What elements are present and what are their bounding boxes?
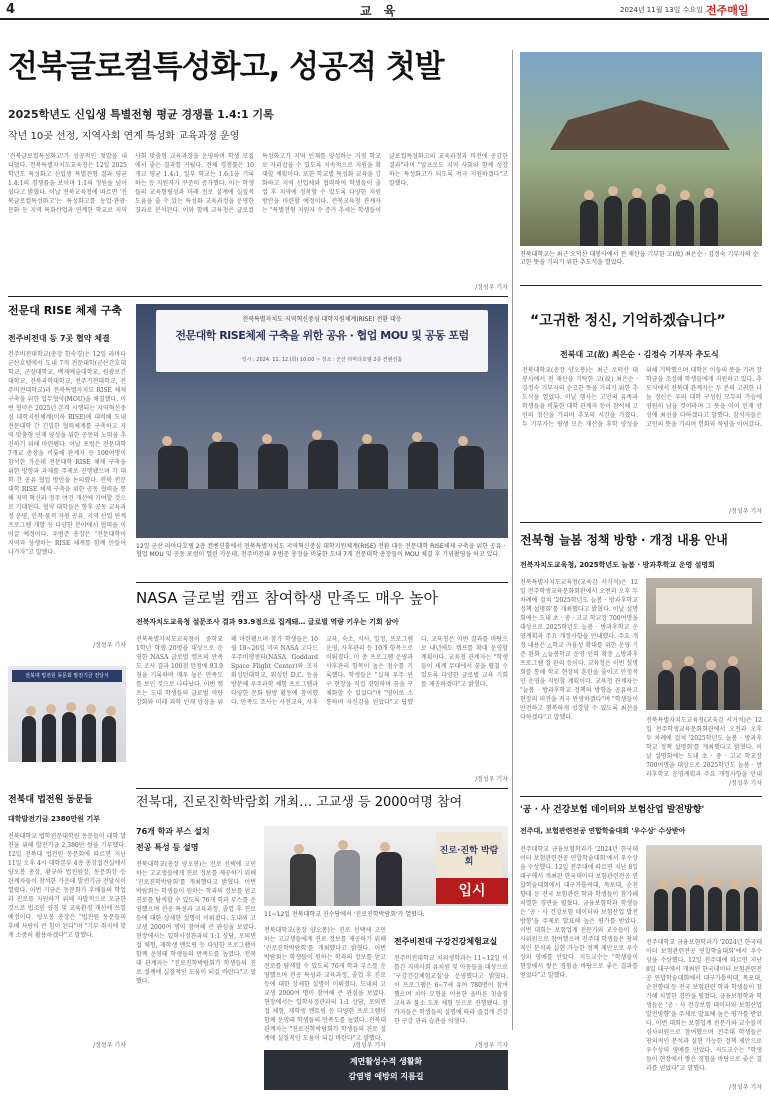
section-rule xyxy=(136,582,508,583)
person-figure xyxy=(672,887,686,931)
person-figure xyxy=(690,885,704,931)
care-body: 전북특별자치도교육청(교육감 서거석)은 12일 전주학생교육문화회관에서 오전과 오후 두 차례에 걸쳐 '2025학년도 늘봄 · 방과후학교 정책 설명회'를 개최했다고 밝혔다. 이날 설명회에는 도내 초 · 중 · 고교 학교장 700여명을 대상으로 2025학년도 늘봄 · 방과후학교 운영계획과 주요 개정사항을 안내했다. 주요 개정 내용은 △학교 자율성 확대를 위한 운영 기준 완화 △늘봄학교 운영 인력 확충 △방과후 프로그램 질 관리 등이다. 교육청은 이번 설명회를 통해 학교 현장의 혼란을 줄이고 안정적인 운영을 지원할 계획이다. 교육청 관계자는 "늘봄 · 방과후학교 정책의 방향을 공유하고 현장의 의견을 적극 반영하겠다"며 "학생들이 안전하고 행복하게 성장할 수 있도록 최선을 다하겠다"고 말했다. xyxy=(520,579,638,721)
person-figure xyxy=(22,716,36,762)
person-figure xyxy=(62,712,76,762)
person-figure xyxy=(604,196,622,246)
data-body-cont: 전주대학교 금융보험학과가 '2024년 한국데이터 보험관련전공 연합학술대회'에서 우수상을 수상했다. 12일 전주대에 따르면 지난 8일 대구에서 개최된 한국데이터 보험관련전공 연합학술대회에서 대구가톨릭대, 목포대, 순천향대 등 전국 보험관련 학과 학생들이 참가해 치열한 경연을 펼쳤다. 금융보험학과 학생들은 '공 · 사 건강보험 데이터와 보험산업 발전방향'을 주제로 발표해 높은 평가를 받았다. 이번 대회는 보험업계 전문가와 교수들이 심사위원으로 참여했으며 전주대 학생들은 창의적인 분석과 실현 가능한 정책 제안으로 우수상의 영예를 안았다. 지도교수는 "학생들이 현장에서 쌓은 경험을 바탕으로 좋은 결과를 얻었다"고 말했다. xyxy=(646,939,762,1072)
temple-roof xyxy=(550,100,730,150)
section-rule xyxy=(520,796,762,797)
ad-line-1: 계면활성수적 생활화 xyxy=(349,1057,423,1066)
expo-subhead-1: 76개 학과 부스 설치 xyxy=(136,827,210,836)
expo-sign-text: 진로·진학 박람회 xyxy=(439,846,499,867)
person-figure xyxy=(658,670,674,710)
banner-main-text: 전문대학 RISE체제 구축을 위한 공유 · 협업 MOU 및 공동 포럼 xyxy=(175,329,469,342)
person-figure xyxy=(580,200,598,246)
rise-body: 전주비전대학교(총장 한숙경)는 12일 라마다 군산호텔에서 도내 7개 전문대학(군산간호대학교, 군장대학교, 백제예술대학교, 원광보건대학교, 전북과학대학교, 전주기전대학교, 전주비전대학교)과 전북특별자치도 RISE 체제 구축을 위한 업무협약(MOU)을 체결했다. 이번 협약은 2025년 본격 시행되는 지역혁신중심 대학지원체계(이하 RISE)에 대비해 도내 전문대학 간 긴밀한 협력체계를 구축하고 지역 맞춤형 인재 양성을 위한 공동의 노력을 추진하기 위해 마련됐다. 이날 포럼은 전문대학 7개교 총장을 비롯해 관계자 등 100여명이 참석한 가운데 전문대학 RISE 체제 구축을 위한 방향과 과제를 주제로 진행됐으며 각 대학 간 공유 협업 방안을 논의했다. 전북 전문대학 RISE 체제 구축을 위한 공동 협력을 통해 지역 혁신과 정주 여건 개선에 기여할 것으로 기대된다. 협약 대학들은 향후 공동 교육과정 운영, 인적·물적 자원 공유, 지역 산업 연계 프로그램 개발 등 다양한 분야에서 협력을 이어갈 예정이다. 우범준 총장은 "전문대학이 지역과 상생하는 RISE 체계를 함께 만들어 나가자"고 말했다. xyxy=(8,351,126,556)
alumni-headline: 전북대 법전원 동문들 xyxy=(8,795,93,805)
person-figure xyxy=(82,714,96,762)
person-figure xyxy=(702,670,718,710)
expo-byline: /정성우 기자 xyxy=(353,1042,386,1049)
section-rule xyxy=(136,788,508,789)
alumni-banner: 전북대 법전원 동문회 발전기금 전달식 xyxy=(12,670,122,682)
data-subhead: 전주대, 보험관련전공 연합학술대회 '우수상' 수상받아 xyxy=(520,827,686,835)
page-number: 4 xyxy=(6,2,16,17)
person-figure xyxy=(290,854,316,906)
person-figure xyxy=(676,200,694,246)
expo-headline: 전북대, 진로진학박람회 개최… 고교생 등 2000여명 참여 xyxy=(136,795,463,810)
rise-byline: /정성우 기자 xyxy=(93,642,126,649)
alumni-photo xyxy=(8,666,126,762)
person-figure xyxy=(654,889,668,931)
expo-sign-admission: 입시 xyxy=(436,878,508,904)
alumni-body: 전북대학교 법학전문대학원 동문들이 대학 발전을 위해 발전기금 2,380만 원을 기부했다. 12일 전북대 법전원 동문회에 따르면 지난 11일 오후 4시 대학본부 4층 총장접견실에서 양오봉 총장, 황규하 법전원장, 동문회장 등 관계자들이 참석한 가운데 발전기금 전달식이 열렸다. 이번 기금은 동문회가 후배들의 학업과 진로를 지원하기 위해 자발적으로 모금한 것으로 법조인 양성 및 교육환경 개선에 쓰일 예정이다. 양오봉 총장은 "법전원 동문들의 후배 사랑이 큰 힘이 된다"며 "기부 취지에 맞게 소중히 활용하겠다"고 말했다. xyxy=(8,833,126,939)
care-byline: /정성우 기자 xyxy=(729,780,762,787)
rise-headline: 전문대 RISE 체제 구축 xyxy=(8,304,122,317)
ad-line-2: 감염병 예방의 지름길 xyxy=(348,1072,424,1081)
care-headline: 전북형 늘봄 정책 방향 · 개정 내용 안내 xyxy=(520,533,728,547)
data-body: 전주대학교 금융보험학과가 '2024년 한국데이터 보험관련전공 연합학술대회'에서 우수상을 수상했다. 12일 전주대에 따르면 지난 8일 대구에서 개최된 한국데이터 보험관련전공 연합학술대회에서 대구가톨릭대, 목포대, 순천향대 등 전국 보험관련 학과 학생들이 참가해 치열한 경연을 펼쳤다. 금융보험학과 학생들은 '공 · 사 건강보험 데이터와 보험산업 발전방향'을 주제로 발표해 높은 평가를 받았다. 이번 대회는 보험업계 전문가와 교수들이 심사위원으로 참여했으며 전주대 학생들은 창의적인 분석과 실현 가능한 정책 제안으로 우수상의 영예를 안았다. 지도교수는 "학생들이 현장에서 쌓은 경험을 바탕으로 좋은 결과를 얻었다"고 말했다. xyxy=(520,846,638,979)
person-figure xyxy=(102,716,116,762)
quote-subhead: 전북대 고(故) 최은순 · 김정숙 기부자 추도식 xyxy=(560,350,719,359)
person-figure xyxy=(708,887,722,931)
page-header xyxy=(0,0,769,20)
nasa-byline: /정성우 기자 xyxy=(475,776,508,783)
health-headline: 전주비전대 구강건강체험교실 xyxy=(394,937,498,946)
nasa-headline: NASA 글로벌 캠프 참여학생 만족도 매우 높아 xyxy=(136,589,438,607)
data-byline: /정성우 기자 xyxy=(729,1084,762,1091)
main-body: '전북글로컬특성화고'가 성공적인 첫발을 내디뎠다. 전북특별자치도교육청은 12일 2025학년도 특성화고 신입생 특별전형 결과 평균 1.4:1의 경쟁률을 보이며 1:1의 정원을 넘어섰다고 밝혔다. 이날 전북교육청에 따르면 '전북글로컬특성화고'는 특성화고를 농업·관광·문화 등 지역 특화산업과 연계한 학교로 지역사회 맞춤형 교육과정을 운영하며 학생 모집에서 좋은 결과를 거뒀다. 전체 경쟁률은 10개교 평균 1.4:1, 일부 학교는 1.6:1을 기록하는 등 지원자가 꾸준히 증가했다. 이는 학생들의 교육형평성과 미래 진로 설계에 실질적 도움을 줄 수 있는 특성화 교육과정을 운영한 결과로 분석된다. 이와 함께 교육청은 글로컬특성화고가 지역 인재를 양성하는 거점 학교로 자리잡을 수 있도록 지속적으로 지원을 확대할 계획이다. 또한 학교별 특성화 교육을 강화하고 지역 산업체와 협력하여 학생들이 졸업 후 지역에 정착할 수 있도록 다양한 지원 방안을 마련할 예정이다. 전북교육청 관계자는 "특별전형 지원자 수 증가 추세는 학생들이 글로컬특성화고의 교육과정과 비전에 공감한 결과"라며 "앞으로도 지역 사회와 함께 성장하는 특성화고가 되도록 적극 지원하겠다"고 말했다. xyxy=(8,153,508,214)
nasa-body: 전북특별자치도교육청이 중학교 1학년 학생 20명을 대상으로 운영한 NASA 글로벌 캠프의 만족도 조사 결과 100점 만점에 93.9점을 기록하며 매우 높은 만족도를 보인 것으로 나타났다. 이번 캠프는 도내 학생들의 글로벌 역량 강화와 미래 과학 인재 양성을 위해 마련됐으며 참가 학생들은 10월 18~26일 미국 NASA 고다드 우주비행센터(NASA Goddard Space Flight Center)와 조지워싱턴대학교, 워싱턴 D.C. 등을 방문해 우주과학 체험 프로그램과 다양한 문화 탐방 활동에 참여했다. 만족도 조사는 사전교육, 사후교육, 숙소, 식사, 일정, 프로그램 운영, 사후관리 등 10개 항목으로 이뤄졌다. 이 중 프로그램 운영과 사후관리 항목이 높은 점수를 기록했다. 학생들은 "실제 우주 연구 현장을 직접 경험하며 꿈을 구체화할 수 있었다"며 "영어로 소통하며 자신감을 얻었다"고 답했다. 교육청은 이번 결과를 바탕으로 내년에도 캠프를 확대 운영할 계획이다. 교육청 관계자는 "학생들이 세계 무대에서 꿈을 펼칠 수 있도록 다양한 글로벌 교육 기회를 제공하겠다"고 밝혔다. xyxy=(136,636,508,706)
health-byline: /정성우 기자 xyxy=(475,1042,508,1049)
care-body-cont: 전북특별자치도교육청(교육감 서거석)은 12일 전주학생교육문화회관에서 오전과 오후 두 차례에 걸쳐 '2025학년도 늘봄 · 방과후학교 정책 설명회'를 개최했다고 밝혔다. 이날 설명회에는 도내 초 · 중 · 고교 학교장 700여명을 대상으로 2025학년도 늘봄 · 방과후학교 운영계획과 주요 개정사항을 안내 xyxy=(646,717,762,778)
rise-photo-caption: 12일 군산 라마다호텔 2층 컨벤션홀에서 전북특별자치도 지역혁신중심 대학지원체계(RISE) 전환 대응 전문대학 RISE체제 구축을 위한 공유 · 협업 MOU 및 공동 포럼이 열린 가운데, 전주비전대 우범준 총장을 비롯한 도내 7개 전문대학 총장들이 MOU 체결 후 기념촬영을 하고 있다. xyxy=(136,543,506,559)
section-title: 교 육 xyxy=(360,4,400,18)
column-divider xyxy=(512,50,513,1030)
main-subhead-2: 작년 10곳 선정, 지역사회 연계 특성화 교육과정 운영 xyxy=(8,131,240,142)
quote-headline: “고귀한 정신, 기억하겠습니다” xyxy=(530,313,726,329)
data-headline: '공 · 사 건강보험 데이터와 보험산업 발전방향' xyxy=(520,805,705,815)
nasa-subhead: 전북자치도교육청 설문조사 결과 93.9점으로 집계돼… 글로벌 역량 키우는 기회 삼아 xyxy=(136,618,399,626)
alumni-byline: /정성우 기자 xyxy=(93,1042,126,1049)
memorial-photo xyxy=(520,52,762,246)
person-figure xyxy=(680,666,696,710)
person-figure xyxy=(744,887,758,931)
person-figure xyxy=(652,194,670,246)
section-rule xyxy=(520,285,762,286)
quote-body: 전북대학교(총장 양오봉)는 최근 오덕산 대봉사에서 전 재산을 기탁한 고(故) 최은순 · 김정숙 기부자의 순고한 뜻을 기리기 위한 추도식을 열었다. 이날 행사는 고인의 유족과 학생들을 비롯한 대학 관계자 등이 참석해 고인의 정신을 기리며 추모의 시간을 가졌다. 두 기부자는 평생 모은 재산을 후학 양성을 위해 기탁했으며 대학은 이들의 뜻을 기려 장학금을 조성해 학생들에게 지원하고 있다. 추도식에서 전북대 관계자는 두 분의 고귀한 나눔 정신은 우리 대학 구성원 모두의 가슴에 영원히 남을 것이라며 그 뜻을 이어 인재 양성에 최선을 다하겠다고 말했다. 참석자들은 고인의 뜻을 기리며 헌화와 묵념을 이어갔다. xyxy=(522,367,762,428)
quote-byline: /정성우 기자 xyxy=(729,508,762,515)
memorial-caption: 전북대학교는 최근 오덕산 대봉사에서 전 재산을 기부한 고(故) 최은순 · 김정숙 기부자의 순고한 뜻을 기리기 위한 추도식을 열었다. xyxy=(520,251,759,267)
person-figure xyxy=(42,714,56,762)
signing-table xyxy=(136,489,508,538)
banner-sub-text: 일시 : 2024. 11. 12.(화) 10:00 ~ 장소 : 군산 라마다호텔 2층 컨벤션홀 xyxy=(241,357,403,363)
main-headline: 전북글로컬특성화고, 성공적 첫발 xyxy=(8,49,444,85)
main-subhead-1: 2025학년도 신입생 특별전형 평균 경쟁률 1.4:1 기록 xyxy=(8,108,274,121)
section-rule xyxy=(520,522,762,523)
expo-subhead-2: 전공 특성 등 설명 xyxy=(136,843,199,852)
person-figure xyxy=(628,198,646,246)
rise-mou-photo xyxy=(136,304,508,538)
alumni-subhead: 대학발전기금 2380만원 기부 xyxy=(8,815,100,823)
health-body: 전주비전대학교 치위생학과는 11~12일 이틀간 지역사회 유치원 및 아동들을 대상으로 '구강건강체험교실'을 운영했다고 밝혔다. 이 프로그램은 6~7세 유아 780명이 참여했으며 치아 모형을 이용한 올바른 칫솔질 교육과 불소 도포 체험 등으로 진행됐다. 참가자들은 학생들의 설명에 따라 즐겁게 건강한 구강 관리 습관을 익혔다. xyxy=(394,955,508,1025)
main-byline: /정성우 기자 xyxy=(475,284,508,291)
issue-date: 2024년 11월 13일 수요일 xyxy=(620,6,703,14)
banner-top-text: 전북특별자치도 지역혁신중심 대학지원체계(RISE) 전환 대응 xyxy=(242,316,402,323)
rise-subhead: 전주비전대 등 7곳 협약 체결 xyxy=(8,334,110,343)
expo-body-cont: 전북대학교(총장 양오봉)는 진로 선택에 고민하는 고교생들에게 진로 정보를 제공하기 위해 '진로진학박람회'를 개최했다고 밝혔다. 이번 박람회는 학생들이 원하는 학과의 정보를 얻고 진로를 탐색할 수 있도록 76개 학과 부스를 운영했으며 전공 특성과 교육과정, 졸업 후 진로 등에 대한 상세한 설명이 이뤄졌다. 도내외 고교생 2000여 명이 참여해 큰 관심을 보였다. 현장에서는 입학사정관과의 1:1 상담, 모의면접 체험, 재학생 멘토링 등 다양한 프로그램이 함께 운영돼 학생들의 만족도를 높였다. 전북대 관계자는 "진로진학박람회가 학생들의 진로 설계에 실질적인 도움이 되길 바란다"고 말했다. xyxy=(264,927,386,1042)
expo-caption: 11~12일 전북대학교 진수당에서 '진로진학박람회'가 열렸다. xyxy=(264,911,425,918)
person-figure xyxy=(376,852,402,906)
person-figure xyxy=(700,198,718,246)
section-rule xyxy=(8,296,508,297)
person-figure xyxy=(334,850,360,906)
paper-name: 전주매일 xyxy=(706,4,749,17)
care-subhead: 전북자치도교육청, 2025학년도 늘봄 · 방과후학교 운영 설명회 xyxy=(520,561,715,569)
forum-banner xyxy=(156,310,488,372)
health-ad-box xyxy=(264,1050,508,1090)
expo-body: 전북대학교(총장 양오봉)는 진로 선택에 고민하는 고교생들에게 진로 정보를 제공하기 위해 '진로진학박람회'를 개최했다고 밝혔다. 이번 박람회는 학생들이 원하는 학과의 정보를 얻고 진로를 탐색할 수 있도록 76개 학과 부스를 운영했으며 전공 특성과 교육과정, 졸업 후 진로 등에 대한 상세한 설명이 이뤄졌다. 도내외 고교생 2000여 명이 참여해 큰 관심을 보였다. 현장에서는 입학사정관과의 1:1 상담, 모의면접 체험, 재학생 멘토링 등 다양한 프로그램이 함께 운영돼 학생들의 만족도를 높였다. 전북대 관계자는 "진로진학박람회가 학생들의 진로 설계에 실질적인 도움이 되길 바란다"고 말했다. xyxy=(136,861,256,985)
presentation-screen xyxy=(656,588,752,624)
person-figure xyxy=(726,889,740,931)
care-briefing-photo xyxy=(646,578,762,710)
person-figure xyxy=(724,666,740,710)
award-photo xyxy=(646,845,762,931)
